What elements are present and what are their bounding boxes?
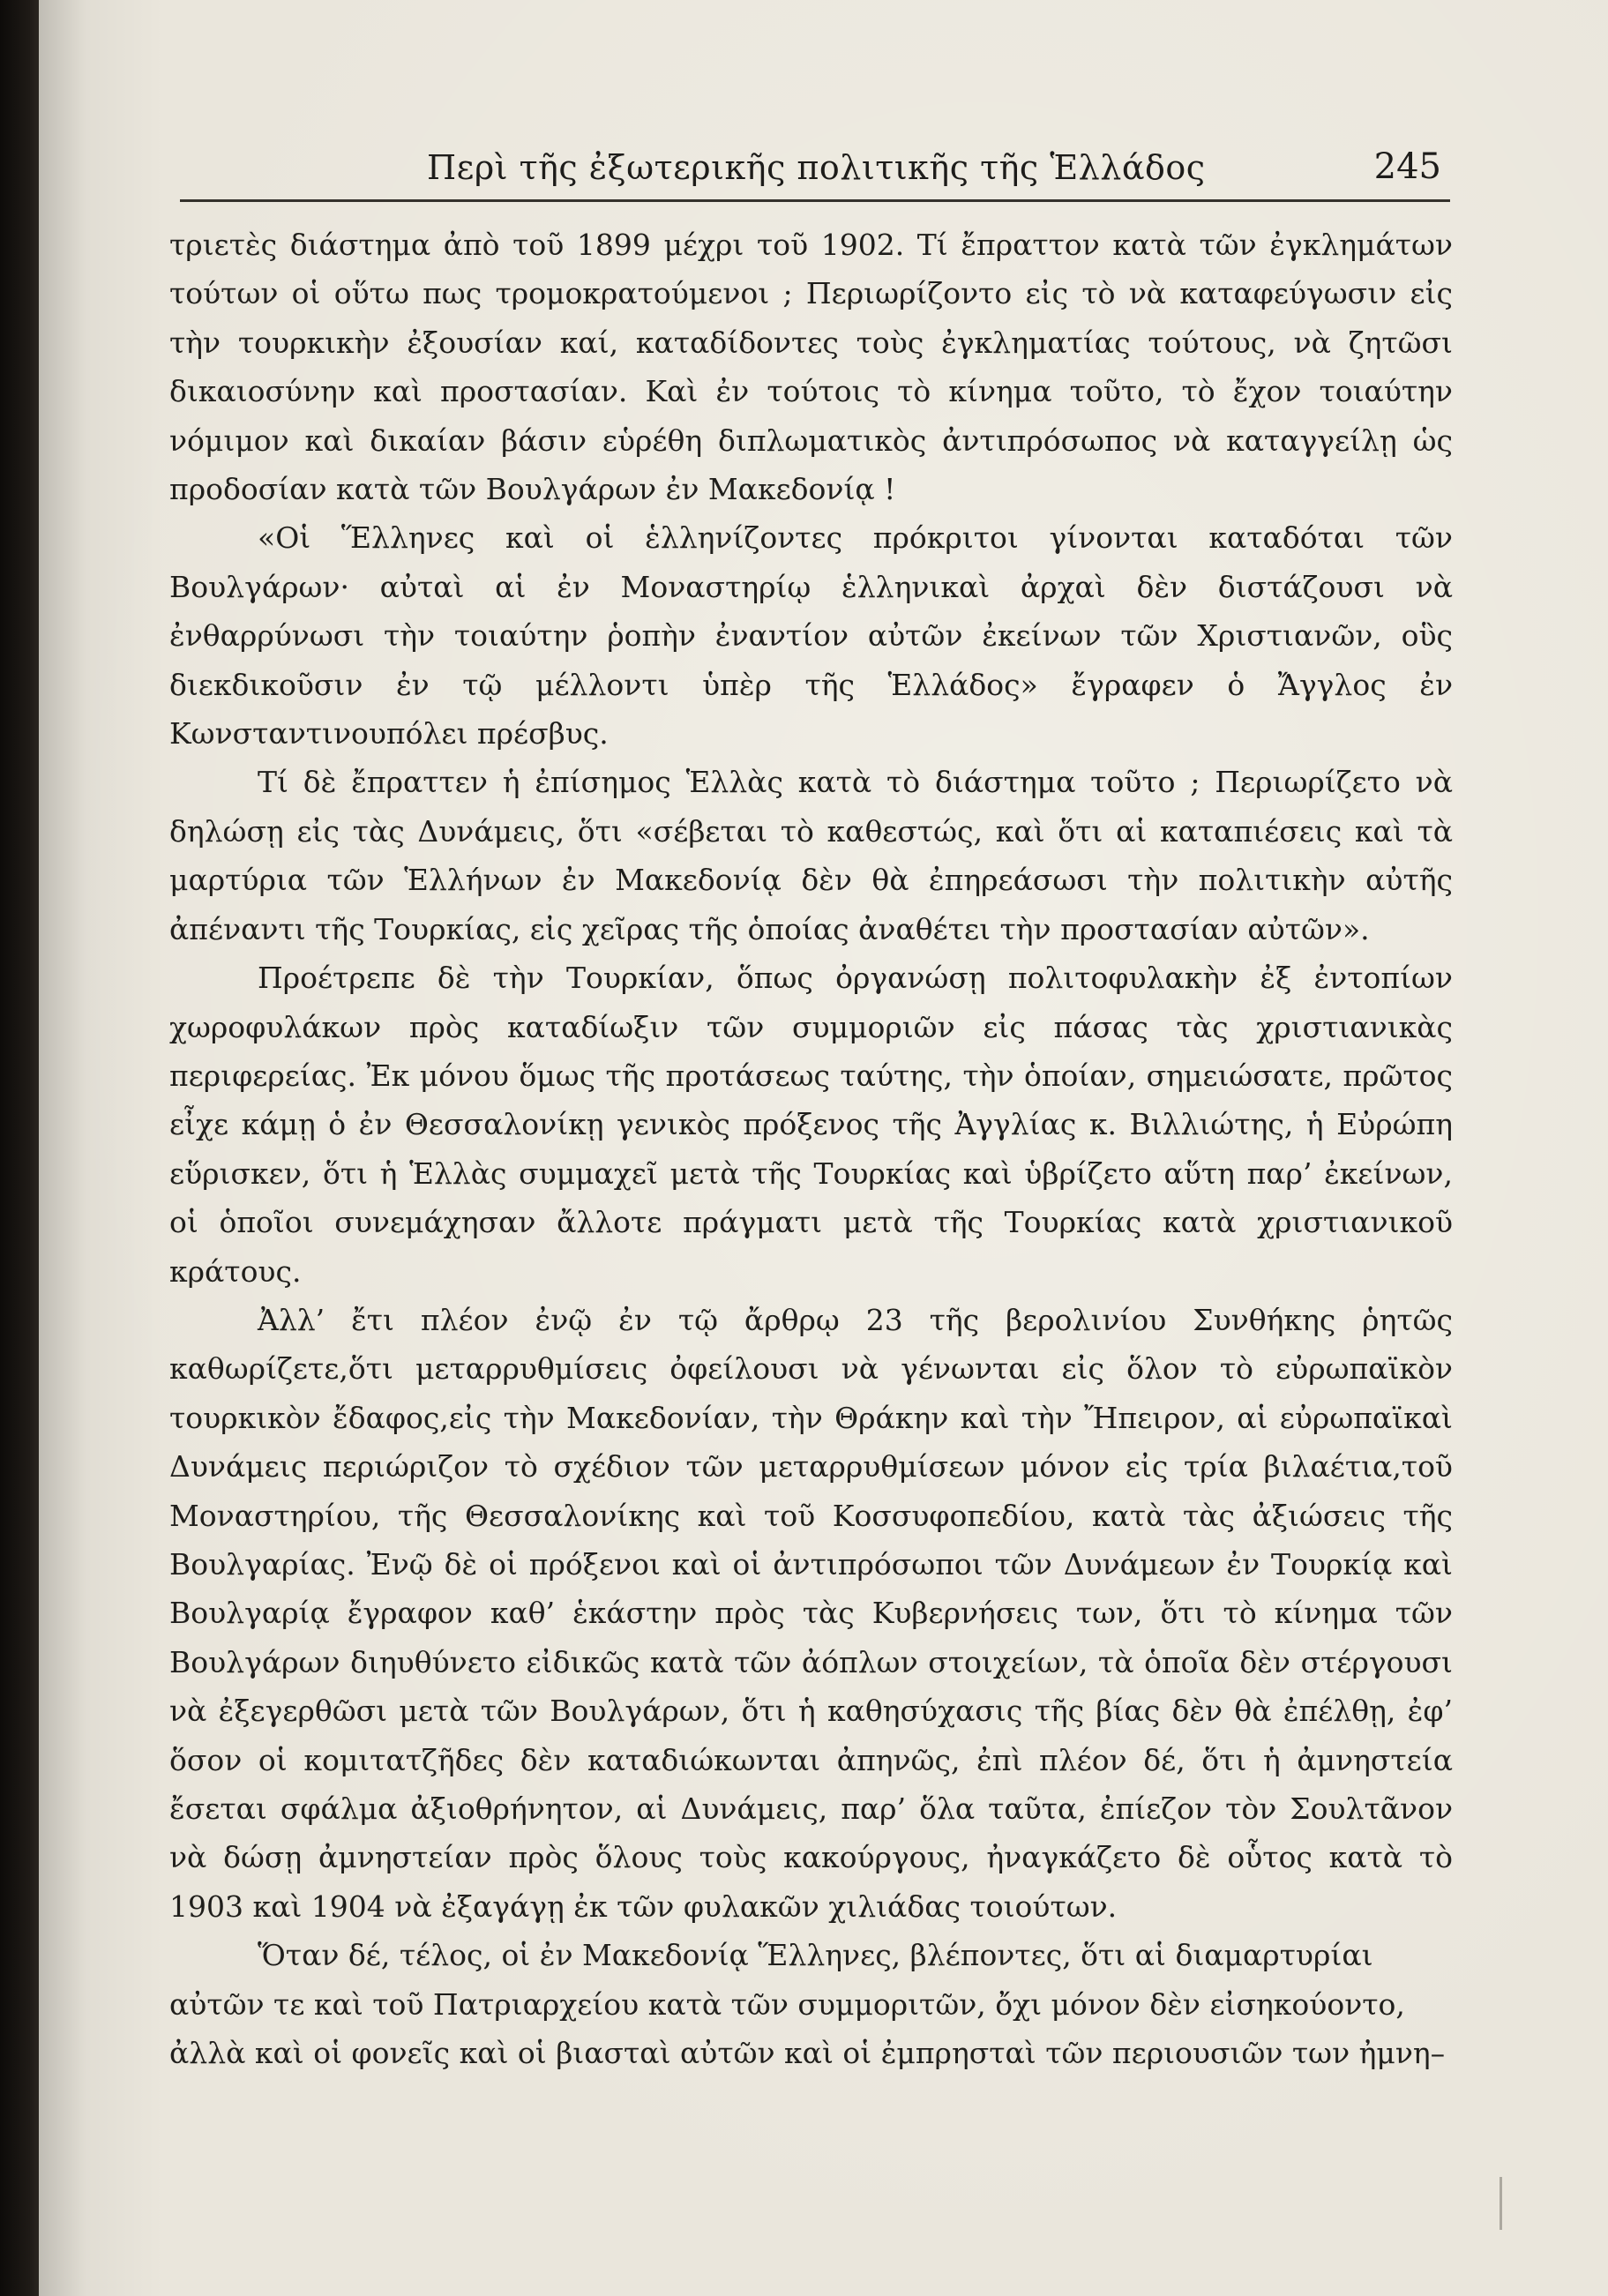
running-head: Περὶ τῆς ἐξωτερικῆς πολιτικῆς τῆς Ἑλλάδος (427, 148, 1206, 187)
margin-pencil-mark (1500, 2177, 1502, 2230)
book-page (39, 0, 1608, 2296)
page-header (180, 141, 1450, 203)
paragraph: Ὅταν δέ, τέλος, οἱ ἐν Μακεδονίᾳ Ἕλληνες, βλέποντες, ὅτι αἱ διαμαρτυρίαι αὐτῶν τε καὶ τοῦ Πατριαρχείου κατὰ τῶν συμμοριτῶν, ὄχι μόνον δὲν εἰσηκούοντο, ἀλλὰ καὶ οἱ φονεῖς καὶ οἱ βιασταὶ αὐτῶν καὶ οἱ ἐμπρησταὶ τῶν περιουσιῶν των ἠμνη– (169, 1938, 1446, 2071)
paragraph-quotation: «Οἱ Ἕλληνες καὶ οἱ ἑλληνίζοντες πρόκριτοι γίνονται καταδόται τῶν Βουλγάρων· αὐταὶ αἱ ἐν Μοναστηρίῳ ἑλληνικαὶ ἀρχαὶ δὲν διστάζουσι νὰ ἐνθαρρύνωσι τὴν τοιαύτην ῥοπὴν ἐναντίον αὐτῶν ἐκείνων τῶν Χριστιανῶν, οὓς διεκδικοῦσιν ἐν τῷ μέλλοντι ὑπὲρ τῆς Ἑλλάδος» ἔγραφεν ὁ Ἄγγλος ἐν Κωνσταντινουπόλει πρέσβυς. (169, 520, 1453, 752)
page-number: 245 (1373, 146, 1441, 187)
body-text (169, 221, 1453, 2077)
header-rule (180, 199, 1450, 202)
paragraph: Ἀλλ’ ἔτι πλέον ἐνῷ ἐν τῷ ἄρθρῳ 23 τῆς βερολινίου Συνθήκης ῥητῶς καθωρίζετε,ὅτι μεταρρυθμίσεις ὀφείλουσι νὰ γένωνται εἰς ὅλον τὸ εὐρωπαϊκὸν τουρκικὸν ἔδαφος,εἰς τὴν Μακεδονίαν, τὴν Θράκην καὶ τὴν Ἤπειρον, αἱ εὐρωπαϊκαὶ Δυνάμεις περιώριζον τὸ σχέδιον τῶν μεταρρυθμίσεων μόνον εἰς τρία βιλαέτια,τοῦ Μοναστηρίου, τῆς Θεσσαλονίκης καὶ τοῦ Κοσσυφοπεδίου, κατὰ τὰς ἀξιώσεις τῆς Βουλγαρίας. Ἐνῷ δὲ οἱ πρόξενοι καὶ οἱ ἀντιπρόσωποι τῶν Δυνάμεων ἐν Τουρκίᾳ καὶ Βουλγαρίᾳ ἔγραφον καθ’ ἑκάστην πρὸς τὰς Κυβερνήσεις των, ὅτι τὸ κίνημα τῶν Βουλγάρων διηυθύνετο εἰδικῶς κατὰ τῶν ἀόπλων στοιχείων, τὰ ὁποῖα δὲν στέργουσι νὰ ἐξεγερθῶσι μετὰ τῶν Βουλγάρων, ὅτι ἡ καθησύχασις τῆς βίας δὲν θὰ ἐπέλθῃ, ἐφ’ ὅσον οἱ κομιτατζῆδες δὲν καταδιώκωνται ἀπηνῶς, ἐπὶ πλέον δέ, ὅτι ἡ ἀμνηστεία ἔσεται σφάλμα ἀξιοθρήνητον, αἱ Δυνάμεις, παρ’ ὅλα ταῦτα, ἐπίεζον τὸν Σουλτᾶνον νὰ δώσῃ ἀμνηστείαν πρὸς ὅλους τοὺς κακούργους, ἠναγκάζετο δὲ οὗτος κατὰ τὸ 1903 καὶ 1904 νὰ ἐξαγάγῃ ἐκ τῶν φυλακῶν χιλιάδας τοιούτων. (169, 1302, 1453, 1924)
paragraph: Τί δὲ ἔπραττεν ἡ ἐπίσημος Ἑλλὰς κατὰ τὸ διάστημα τοῦτο ; Περιωρίζετο νὰ δηλώσῃ εἰς τὰς Δυνάμεις, ὅτι «σέβεται τὸ καθεστώς, καὶ ὅτι αἱ καταπιέσεις καὶ τὰ μαρτύρια τῶν Ἑλλήνων ἐν Μακεδονίᾳ δὲν θὰ ἐπηρεάσωσι τὴν πολιτικὴν αὐτῆς ἀπέναντι τῆς Τουρκίας, εἰς χεῖρας τῆς ὁποίας ἀναθέτει τὴν προστασίαν αὐτῶν». (169, 765, 1453, 946)
paragraph: Προέτρεπε δὲ τὴν Τουρκίαν, ὅπως ὀργανώσῃ πολιτοφυλακὴν ἐξ ἐντοπίων χωροφυλάκων πρὸς καταδίωξιν τῶν συμμοριῶν εἰς πάσας τὰς χριστιανικὰς περιφερείας. Ἐκ μόνου ὅμως τῆς προτάσεως ταύτης, τὴν ὁποίαν, σημειώσατε, πρῶτος εἶχε κάμῃ ὁ ἐν Θεσσαλονίκῃ γενικὸς πρόξενος τῆς Ἀγγλίας κ. Βιλλιώτης, ἡ Εὐρώπη εὕρισκεν, ὅτι ἡ Ἑλλὰς συμμαχεῖ μετὰ τῆς Τουρκίας καὶ ὑβρίζετο αὕτη παρ’ ἐκείνων, οἱ ὁποῖοι συνεμάχησαν ἄλλοτε πράγματι μετὰ τῆς Τουρκίας κατὰ χριστιανικοῦ κράτους. (169, 961, 1453, 1289)
paragraph-continuation: τριετὲς διάστημα ἀπὸ τοῦ 1899 μέχρι τοῦ 1902. Τί ἔπραττον κατὰ τῶν ἐγκλημάτων τούτων οἱ οὕτω πως τρομοκρατούμενοι ; Περιωρίζοντο εἰς τὸ νὰ καταφεύγωσιν εἰς τὴν τουρκικὴν ἐξουσίαν καί, καταδίδοντες τοὺς ἐγκληματίας τούτους, νὰ ζητῶσι δικαιοσύνην καὶ προστασίαν. Καὶ ἐν τούτοις τὸ κίνημα τοῦτο, τὸ ἔχον τοιαύτην νόμιμον καὶ δικαίαν βάσιν εὑρέθη διπλωματικὸς ἀντιπρόσωπος νὰ καταγγείλῃ ὡς προδοσίαν κατὰ τῶν Βουλγάρων ἐν Μακεδονίᾳ ! (169, 228, 1453, 507)
